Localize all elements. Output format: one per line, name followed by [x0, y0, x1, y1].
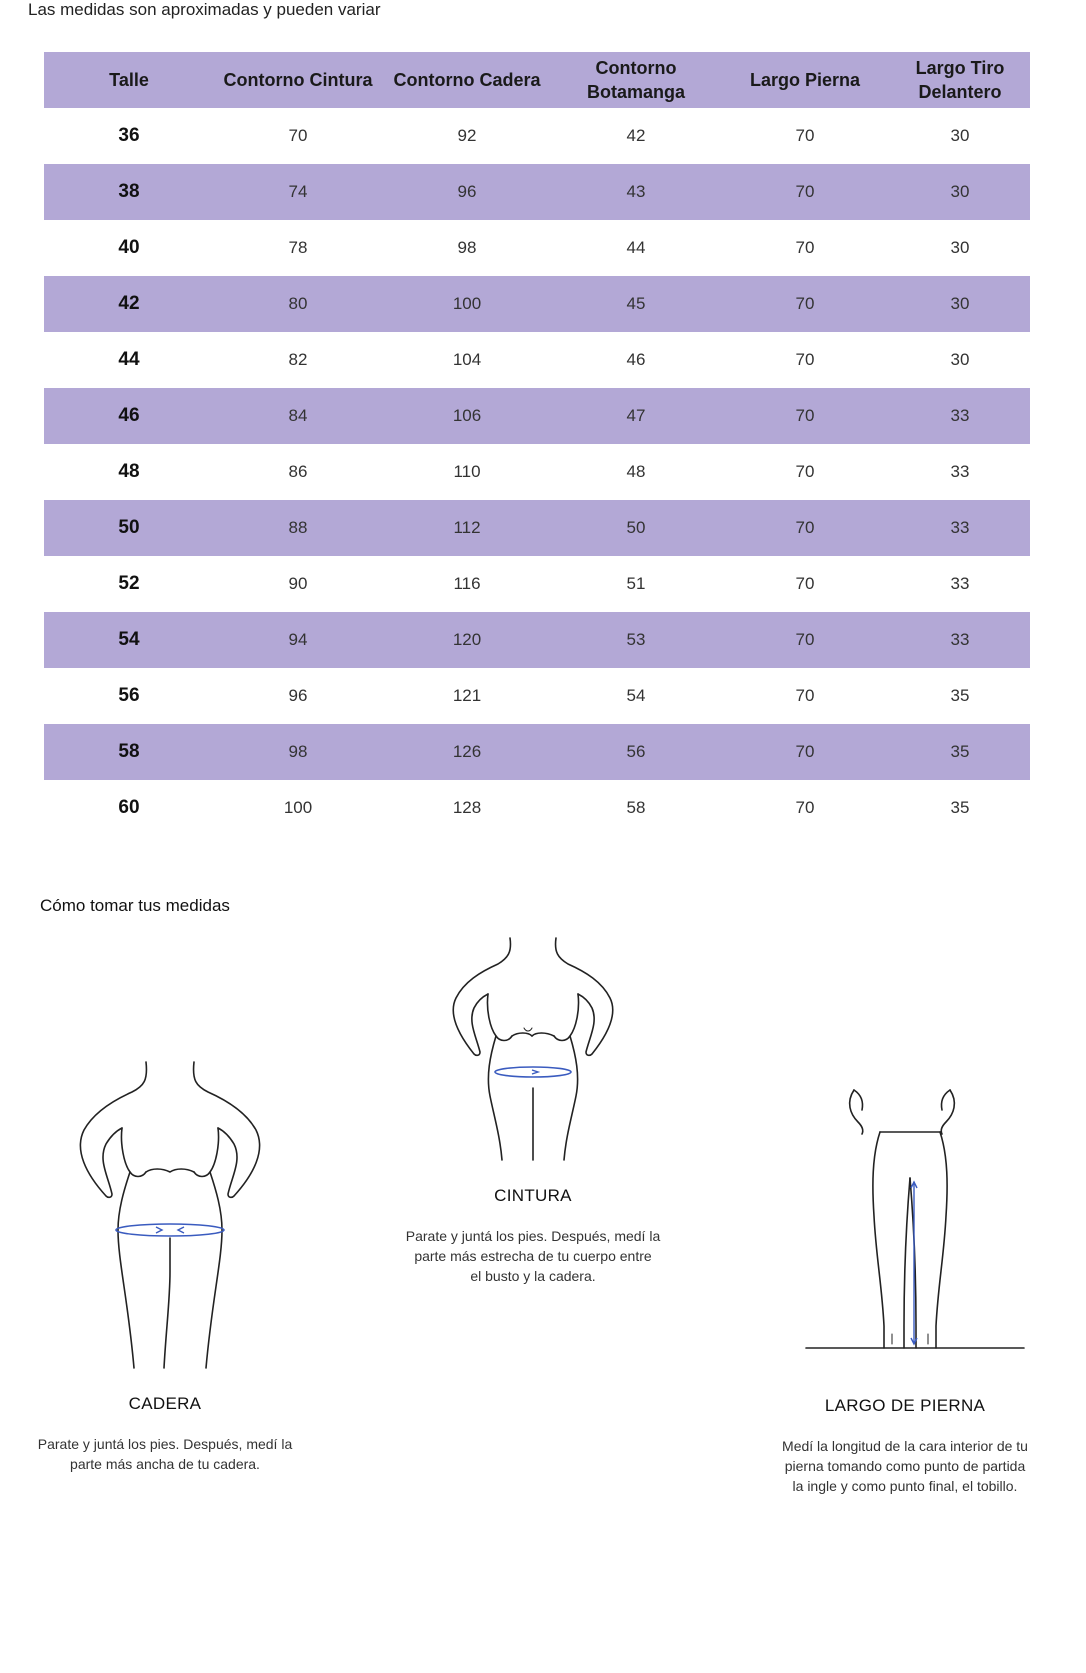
header-tiro-line1: Largo Tiro: [915, 58, 1005, 78]
cell-contorno-botamanga: 50: [552, 500, 720, 556]
cell-largo-tiro-delantero: 33: [950, 462, 970, 481]
largo-pierna-label: LARGO DE PIERNA: [824, 1396, 986, 1415]
header-largo-pierna: Largo Pierna: [720, 52, 890, 108]
cell-talle: 58: [44, 724, 214, 780]
cell-contorno-cadera: 92: [457, 126, 477, 145]
cell-largo-pierna: 70: [795, 462, 815, 481]
cell-contorno-cintura: 86: [288, 462, 308, 481]
cintura-description: [370, 1226, 696, 1286]
cell-contorno-botamanga: 48: [626, 462, 646, 481]
cell-largo-pierna: 70: [720, 388, 890, 444]
table-row: [44, 780, 1030, 836]
header-botamanga-line2: Botamanga: [586, 82, 685, 102]
cell-largo-pierna: 70: [720, 500, 890, 556]
cadera-text-line1: Parate y juntá los pies. Después, medí la: [37, 1436, 293, 1452]
cadera-measure-line: [116, 1224, 224, 1236]
cadera-text-line2: parte más ancha de tu cadera.: [70, 1456, 260, 1472]
cell-contorno-cadera: 120: [382, 612, 552, 668]
cell-contorno-cadera: 116: [453, 574, 481, 593]
cell-largo-tiro-delantero: 33: [890, 388, 1030, 444]
table-row: [44, 500, 1030, 556]
cintura-text-line2: parte más estrecha de tu cuerpo entre: [414, 1248, 652, 1264]
cell-largo-pierna: 70: [720, 276, 890, 332]
table-row: [44, 332, 1030, 388]
cell-talle: 42: [44, 276, 214, 332]
cell-contorno-cintura: 98: [214, 724, 382, 780]
cell-talle: 52: [118, 573, 140, 594]
cell-talle: 50: [44, 500, 214, 556]
cell-contorno-botamanga: 44: [626, 238, 646, 257]
header-talle: Talle: [44, 52, 214, 108]
cell-largo-pierna: 70: [720, 724, 890, 780]
cell-contorno-cadera: 98: [457, 238, 477, 257]
how-to-title: Cómo tomar tus medidas: [40, 896, 230, 915]
table-row: [44, 276, 1030, 332]
cell-largo-tiro-delantero: 30: [950, 350, 970, 369]
cell-contorno-botamanga: 43: [552, 164, 720, 220]
cell-largo-tiro-delantero: 30: [890, 164, 1030, 220]
cell-contorno-botamanga: 53: [552, 612, 720, 668]
cintura-text-line1: Parate y juntá los pies. Después, medí la: [405, 1228, 661, 1244]
cintura-measure-line: [495, 1067, 571, 1077]
cell-contorno-cintura: 84: [214, 388, 382, 444]
cell-largo-pierna: 70: [795, 238, 815, 257]
cell-largo-pierna: 70: [795, 126, 815, 145]
largo-text-line2: pierna tomando como punto de partida: [784, 1458, 1026, 1474]
cell-contorno-cintura: 82: [288, 350, 308, 369]
header-contorno-cadera: Contorno Cadera: [382, 52, 552, 108]
cell-largo-pierna: 70: [720, 612, 890, 668]
cell-largo-tiro-delantero: 33: [890, 612, 1030, 668]
cell-contorno-botamanga: 45: [552, 276, 720, 332]
cell-largo-pierna: 70: [795, 350, 815, 369]
cell-contorno-cintura: 70: [288, 126, 308, 145]
table-row: [44, 388, 1030, 444]
table-row: [44, 556, 1030, 612]
cell-talle: 44: [118, 349, 140, 370]
cell-talle: 60: [118, 797, 140, 818]
table-body: [44, 108, 1030, 836]
table-row: [44, 612, 1030, 668]
header-botamanga-line1: Contorno: [595, 58, 677, 78]
table-row: [44, 668, 1030, 724]
cell-contorno-cintura: 94: [214, 612, 382, 668]
cell-talle: 48: [118, 461, 140, 482]
largo-pierna-figure: [800, 1086, 1030, 1352]
cell-contorno-cadera: 96: [382, 164, 552, 220]
cell-contorno-cadera: 126: [382, 724, 552, 780]
cell-talle: 46: [44, 388, 214, 444]
table-row: [44, 164, 1030, 220]
table-row: [44, 444, 1030, 500]
table-row: [44, 220, 1030, 276]
cell-largo-tiro-delantero: 35: [950, 686, 970, 705]
cell-contorno-botamanga: 58: [626, 798, 646, 817]
cell-largo-pierna: 70: [720, 164, 890, 220]
cell-contorno-cadera: 104: [452, 350, 482, 369]
cell-contorno-cintura: 74: [214, 164, 382, 220]
cell-contorno-cintura: 96: [288, 686, 308, 705]
table-row: [44, 724, 1030, 780]
cell-largo-tiro-delantero: 35: [890, 724, 1030, 780]
cell-contorno-cintura: 90: [288, 574, 308, 593]
largo-text-line1: Medí la longitud de la cara interior de tu: [782, 1438, 1028, 1454]
cell-talle: 38: [44, 164, 214, 220]
cell-contorno-botamanga: 56: [552, 724, 720, 780]
cell-largo-tiro-delantero: 30: [890, 276, 1030, 332]
cell-largo-tiro-delantero: 30: [950, 238, 970, 257]
cell-largo-pierna: 70: [795, 574, 815, 593]
cell-contorno-cintura: 100: [283, 798, 313, 817]
cadera-arrows-icon: [156, 1227, 184, 1233]
header-contorno-botamanga: [552, 52, 720, 108]
cell-largo-tiro-delantero: 33: [950, 574, 970, 593]
cell-contorno-cintura: 80: [214, 276, 382, 332]
cadera-label: CADERA: [128, 1394, 202, 1413]
cell-contorno-botamanga: 54: [626, 686, 646, 705]
disclaimer-text: Las medidas son aproximadas y pueden variar: [28, 0, 381, 19]
cell-contorno-botamanga: 46: [626, 350, 646, 369]
cell-talle: 56: [118, 685, 140, 706]
largo-text-line3: la ingle y como punto final, el tobillo.: [792, 1478, 1018, 1494]
cell-contorno-cadera: 106: [382, 388, 552, 444]
cell-contorno-cadera: 100: [382, 276, 552, 332]
header-largo-tiro-delantero: [890, 52, 1030, 108]
cell-contorno-botamanga: 47: [552, 388, 720, 444]
cell-contorno-botamanga: 51: [626, 574, 646, 593]
cadera-description: [6, 1434, 324, 1474]
cell-largo-tiro-delantero: 33: [890, 500, 1030, 556]
cell-largo-pierna: 70: [795, 798, 815, 817]
cintura-figure: [440, 936, 626, 1162]
cell-contorno-cadera: 121: [452, 686, 482, 705]
size-table: [44, 52, 1030, 836]
header-tiro-line2: Delantero: [918, 82, 1002, 102]
table-header-row: [44, 52, 1030, 108]
largo-pierna-description: [740, 1436, 1070, 1496]
header-contorno-cintura: Contorno Cintura: [214, 52, 382, 108]
cell-talle: 36: [118, 125, 140, 146]
cintura-text-line3: el busto y la cadera.: [470, 1268, 596, 1284]
cintura-label: CINTURA: [494, 1186, 572, 1205]
cell-contorno-botamanga: 42: [626, 126, 646, 145]
cell-contorno-cintura: 88: [214, 500, 382, 556]
cell-contorno-cadera: 128: [452, 798, 482, 817]
cell-largo-pierna: 70: [795, 686, 815, 705]
cadera-figure: [72, 1060, 268, 1370]
cell-talle: 40: [118, 237, 140, 258]
cell-largo-tiro-delantero: 30: [950, 126, 970, 145]
cell-largo-tiro-delantero: 35: [950, 798, 970, 817]
cell-contorno-cadera: 112: [382, 500, 552, 556]
cell-contorno-cadera: 110: [453, 462, 481, 481]
cell-talle: 54: [44, 612, 214, 668]
table-row: [44, 108, 1030, 164]
cintura-arrow-icon: [532, 1070, 538, 1074]
cell-contorno-cintura: 78: [288, 238, 308, 257]
